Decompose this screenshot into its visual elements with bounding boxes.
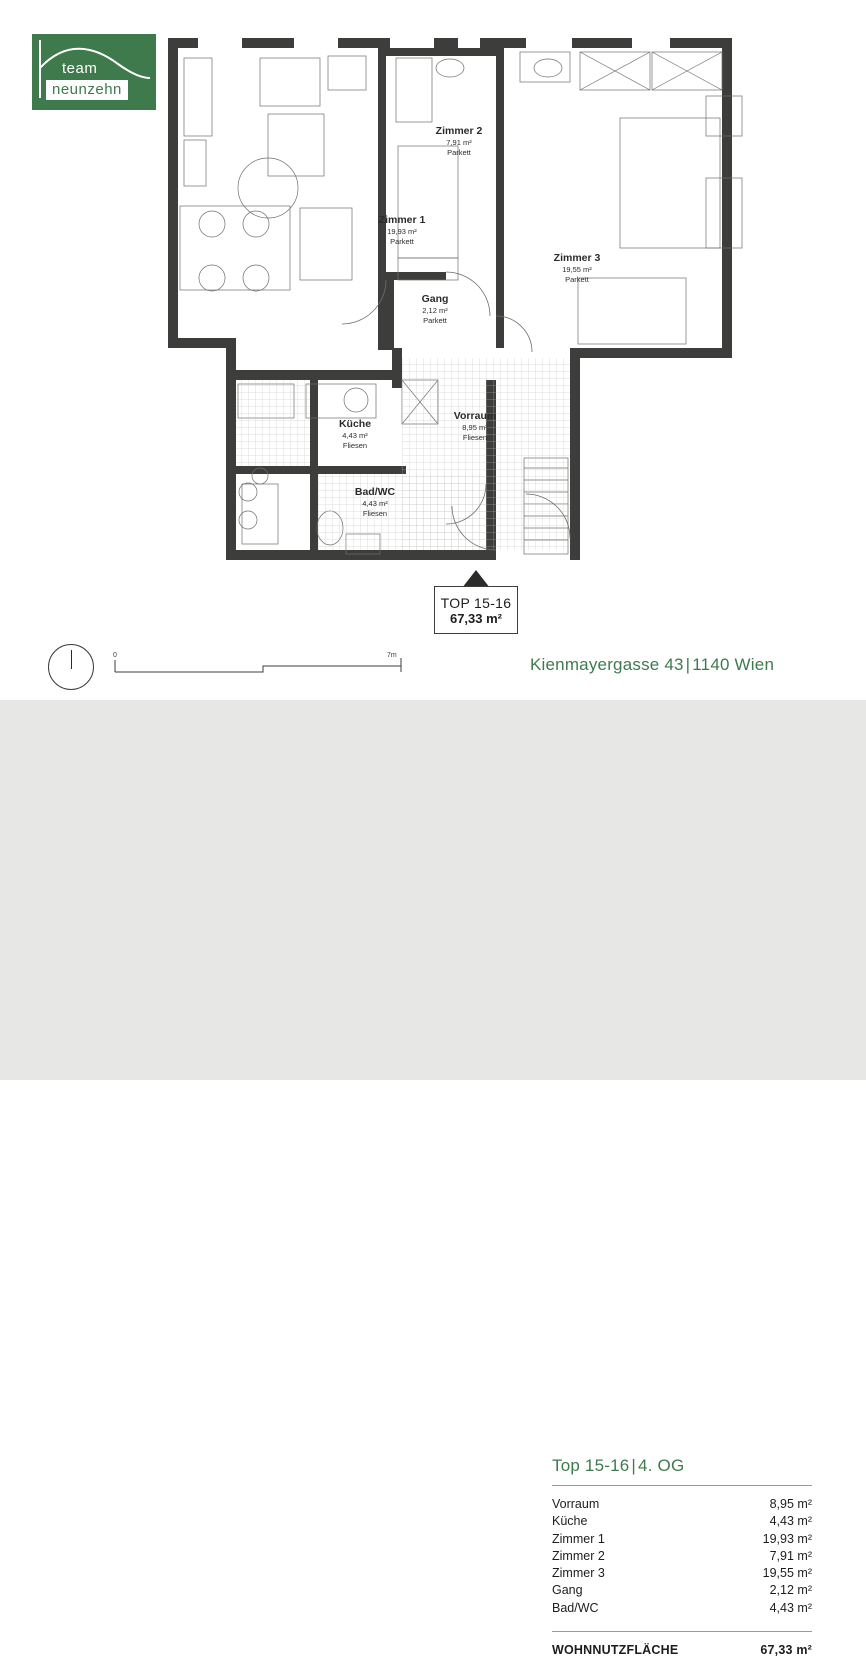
top-unit-badge [434, 586, 518, 634]
top-unit-area: 67,33 m² [449, 610, 503, 626]
room-label-zimmer-1: Zimmer 1 19,93 m² Parkett [378, 214, 426, 246]
area-label: Zimmer 3 [552, 1566, 605, 1581]
scale-max-label: 7m [387, 652, 397, 659]
company-logo [32, 34, 156, 110]
list-item [552, 1496, 812, 1513]
list-item [552, 1513, 812, 1530]
top-unit-label: TOP 15-16 [440, 594, 512, 611]
area-value: 2,12 m² [769, 1583, 812, 1598]
area-value: 8,95 m² [769, 1497, 812, 1511]
summary-title-floor: 4. OG [638, 1456, 685, 1475]
room-label-zimmer-2: Zimmer 2 7,91 m² Parkett [435, 125, 483, 157]
room-label-gang: Gang 2,12 m² Parkett [421, 293, 449, 325]
scale-bar-svg [113, 652, 403, 678]
area-list [552, 1496, 812, 1617]
area-value: 4,43 m² [769, 1514, 812, 1529]
list-item [552, 1565, 812, 1582]
area-label: Zimmer 2 [552, 1548, 605, 1563]
summary-title-separator: | [631, 1456, 637, 1475]
total-area-row [552, 1631, 812, 1657]
room-label-vorraum: Vorraum 8,95 m² Fliesen [453, 410, 497, 442]
summary-panel [0, 700, 866, 1657]
area-value: 19,55 m² [762, 1566, 812, 1581]
room-label-zimmer-3: Zimmer 3 19,55 m² Parkett [553, 252, 601, 284]
area-label: Vorraum [552, 1497, 600, 1511]
logo-text-team: team [62, 60, 98, 77]
area-label: Küche [552, 1514, 588, 1529]
area-label: Zimmer 1 [552, 1531, 605, 1546]
summary-title [552, 1456, 812, 1486]
area-label: Bad/WC [552, 1600, 599, 1615]
room-label-kueche: Küche 4,43 m² Fliesen [338, 418, 372, 450]
room-label-bad-wc: Bad/WC 4,43 m² Fliesen [354, 486, 396, 518]
list-item [552, 1582, 812, 1599]
area-summary-box [552, 1456, 812, 1657]
list-item [552, 1531, 812, 1548]
scale-bar [113, 652, 403, 678]
scale-min-label: 0 [113, 652, 117, 659]
address-separator: | [685, 655, 691, 674]
list-item [552, 1600, 812, 1617]
area-value: 7,91 m² [769, 1548, 812, 1563]
address-city: 1140 Wien [692, 655, 775, 674]
total-area-value: 67,33 m² [760, 1643, 812, 1657]
total-area-label: WOHNNUTZFLÄCHE [552, 1643, 679, 1657]
kueche-tiles [236, 380, 310, 466]
compass-needle [71, 650, 72, 669]
summary-title-top: Top 15-16 [552, 1456, 630, 1475]
north-compass-icon [48, 644, 94, 690]
address-line [530, 655, 774, 675]
address-street: Kienmayergasse 43 [530, 655, 684, 674]
floorplan-svg [150, 28, 770, 588]
floorplan-drawing [150, 28, 770, 588]
logo-text-neunzehn: neunzehn [46, 80, 128, 100]
area-value: 19,93 m² [762, 1531, 812, 1546]
area-value: 4,43 m² [769, 1600, 812, 1615]
area-label: Gang [552, 1583, 583, 1598]
bad-tiles [318, 474, 486, 550]
list-item [552, 1548, 812, 1565]
